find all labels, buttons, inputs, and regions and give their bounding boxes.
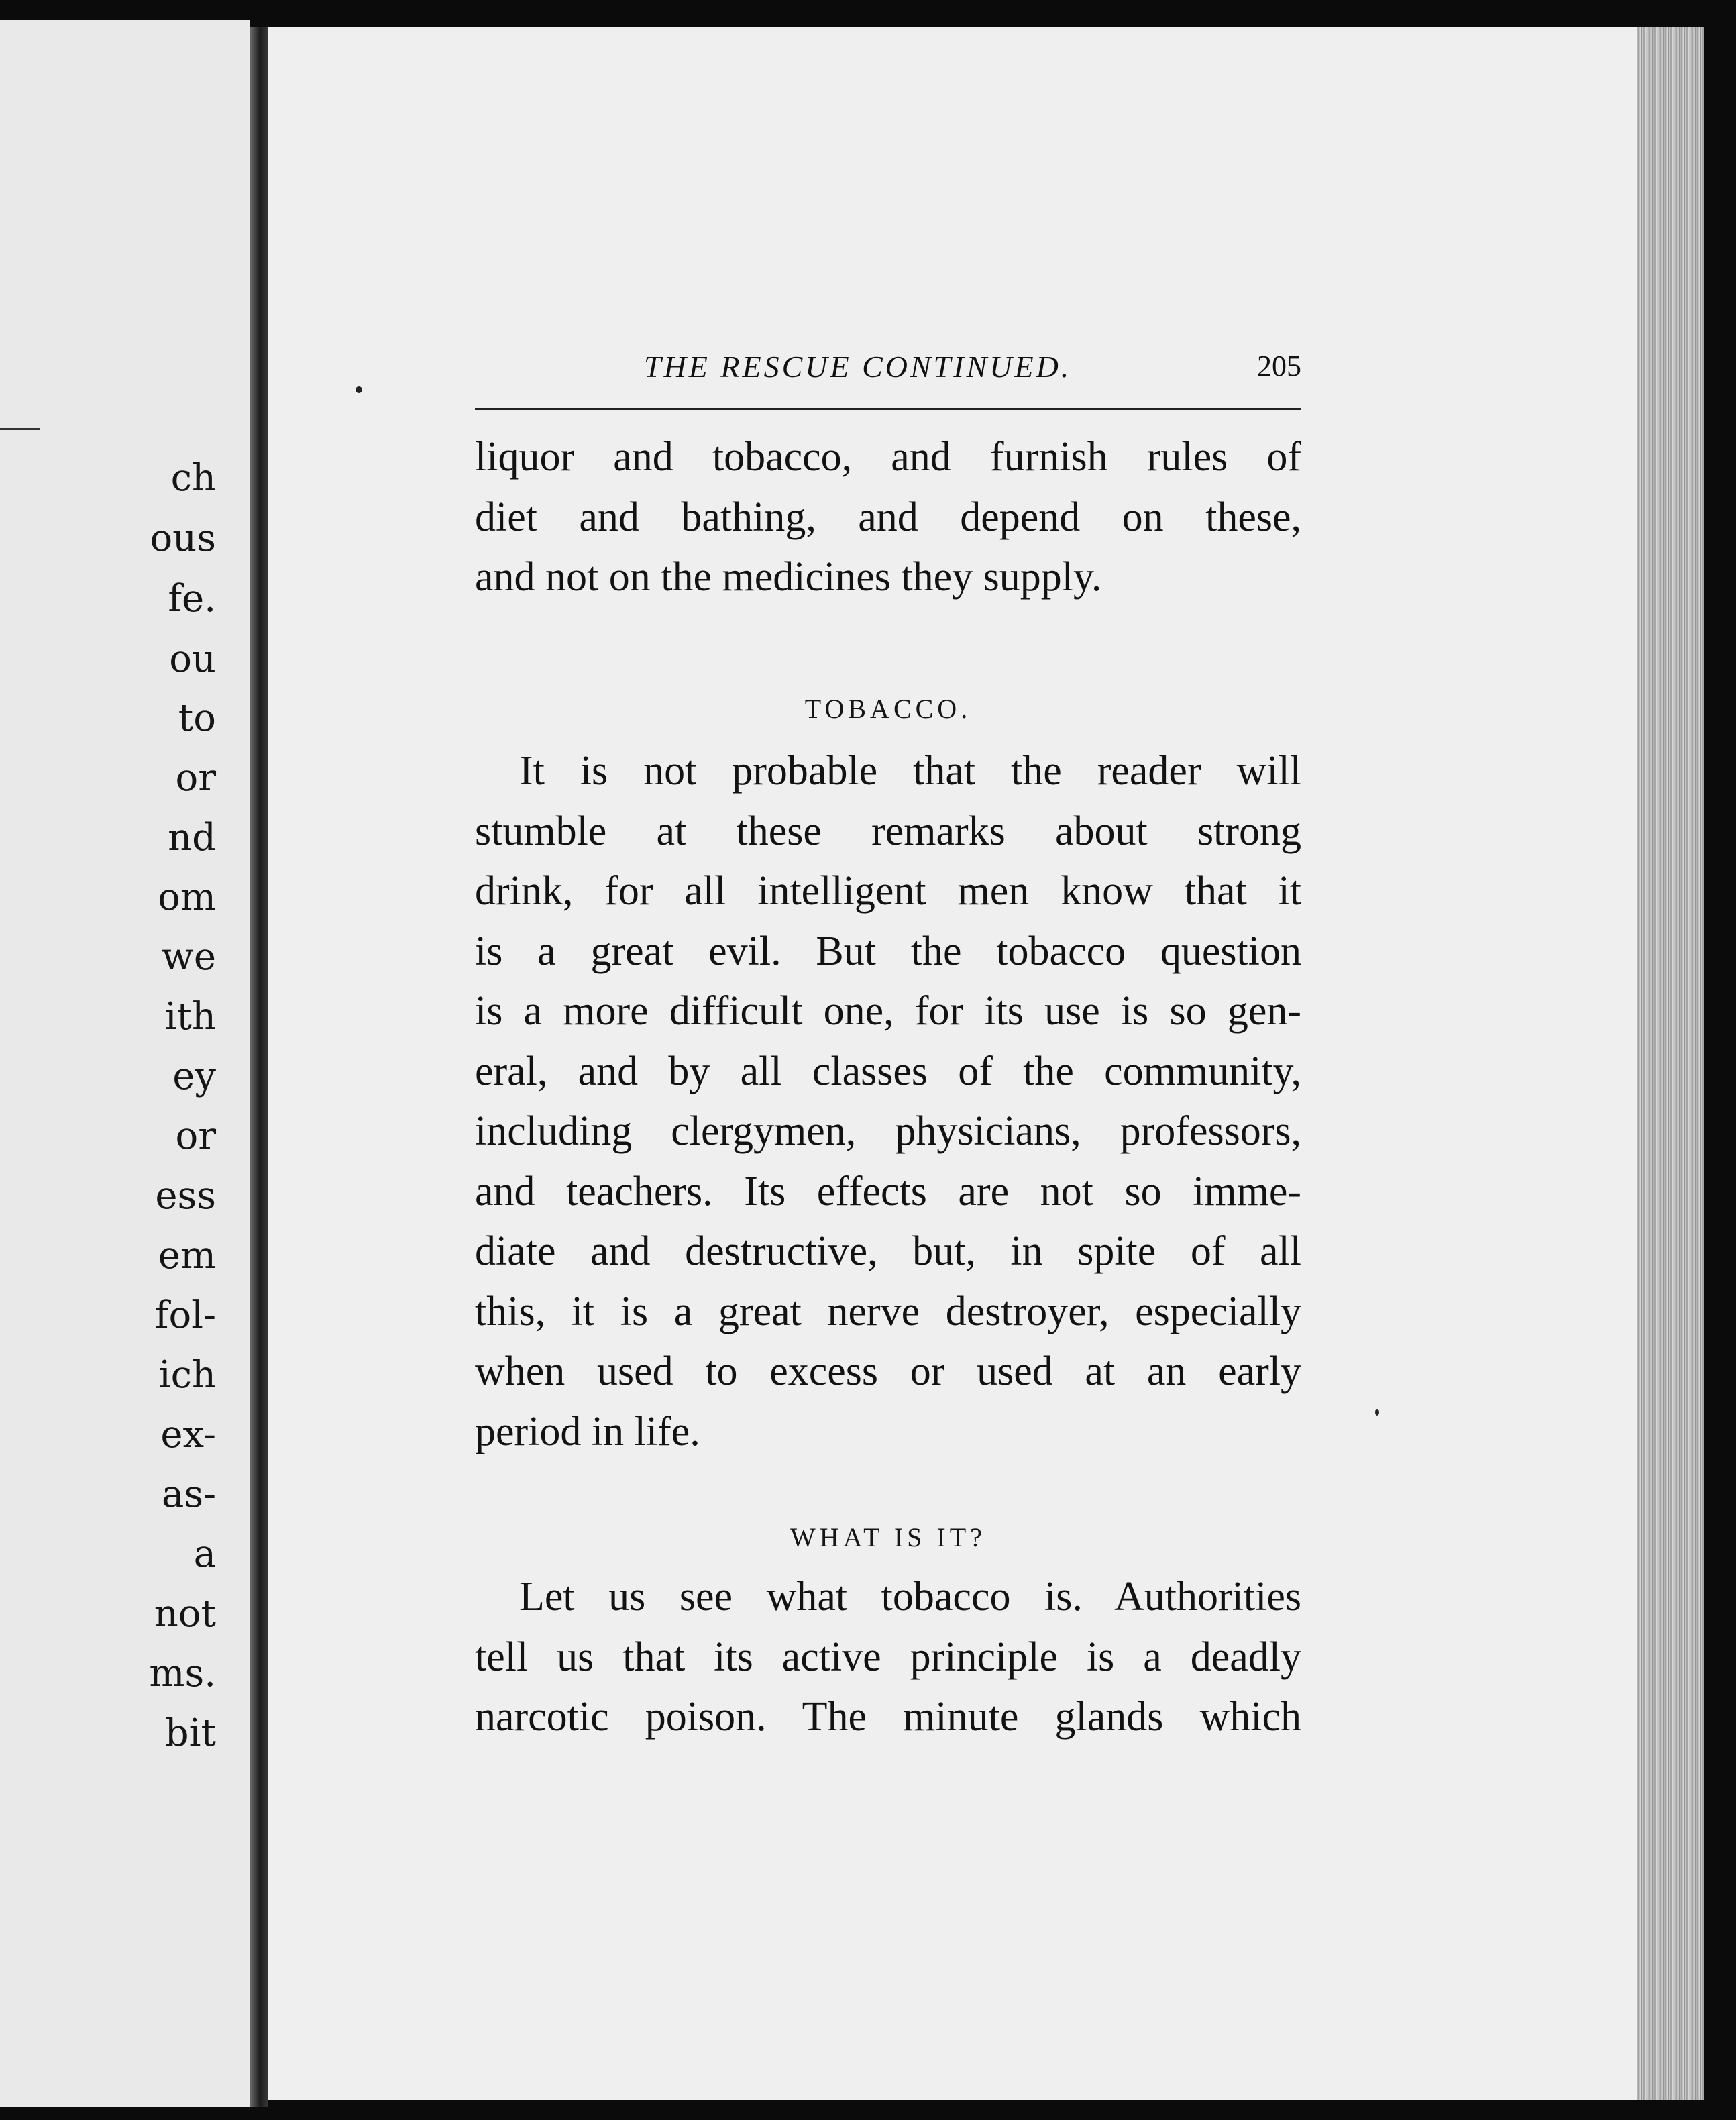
facing-line-fragment: bit (164, 1711, 216, 1755)
text-line: is a great evil. But the tobacco question (475, 928, 1301, 974)
section-what-is-it-body (475, 1567, 1301, 1748)
text-line: and teachers. Its effects are not so imme- (475, 1168, 1301, 1214)
facing-line-fragment: fe. (168, 577, 216, 621)
text-line: period in life. (475, 1408, 700, 1454)
scan-speck (356, 386, 362, 393)
facing-line-fragment: a (193, 1532, 216, 1576)
text-line: eral, and by all classes of the community, (475, 1048, 1301, 1094)
facing-page-left (0, 20, 250, 2107)
text-line: liquor and tobacco, and furnish rules of (475, 434, 1301, 480)
facing-line-fragment: ich (158, 1353, 216, 1397)
facing-line-fragment: nd (168, 816, 216, 859)
facing-line-fragment: fol- (154, 1293, 216, 1337)
text-line: tell us that its active principle is a deadly (475, 1634, 1301, 1680)
facing-line-fragment: ch (170, 456, 216, 500)
text-line: is a more difficult one, for its use is so gen- (475, 988, 1301, 1034)
section-heading-tobacco: TOBACCO. (804, 694, 972, 724)
text-line: Let us see what tobacco is. Authorities (519, 1574, 1301, 1620)
text-line: narcotic poison. The minute glands which (475, 1694, 1301, 1740)
facing-line-fragment: ith (164, 995, 216, 1039)
facing-line-fragment: em (158, 1234, 216, 1277)
section-heading-what-is-it: WHAT IS IT? (790, 1522, 986, 1552)
text-line: this, it is a great nerve destroyer, especially (475, 1288, 1301, 1334)
page-number: 205 (1257, 350, 1301, 382)
facing-line-fragment: ess (155, 1174, 216, 1218)
scan-speck (1375, 1409, 1379, 1416)
text-line: when used to excess or used at an early (475, 1348, 1301, 1394)
text-line: drink, for all intelligent men know that it (475, 868, 1301, 914)
running-head (476, 349, 1301, 396)
facing-line-fragment: we (161, 935, 216, 979)
paragraph-continued (475, 427, 1301, 608)
text-line: and not on the medicines they supply. (475, 554, 1102, 600)
text-line: diet and bathing, and depend on these, (475, 494, 1301, 540)
facing-line-fragment: to (178, 696, 216, 740)
facing-line-fragment: ou (169, 637, 216, 681)
facing-line-fragment: ms. (149, 1652, 216, 1695)
facing-line-fragment: ey (172, 1055, 216, 1098)
page-edges (1637, 27, 1704, 2100)
text-line: diate and destructive, but, in spite of all (475, 1228, 1301, 1274)
section-tobacco-body (475, 741, 1301, 1462)
facing-line-fragment: or (175, 756, 216, 800)
running-head-title: THE RESCUE CONTINUED. (644, 350, 1072, 384)
facing-page-rule (0, 428, 40, 430)
facing-line-fragment: ex- (160, 1413, 216, 1456)
text-line: stumble at these remarks about strong (475, 808, 1301, 854)
text-line: including clergymen, physicians, professors, (475, 1108, 1301, 1154)
facing-line-fragment: as- (161, 1473, 216, 1516)
text-line: It is not probable that the reader will (519, 748, 1301, 794)
running-head-rule (475, 408, 1301, 410)
facing-line-fragment: or (175, 1114, 216, 1158)
book-gutter (250, 27, 268, 2107)
facing-line-fragment: om (158, 876, 216, 919)
facing-line-fragment: not (154, 1592, 216, 1636)
facing-line-fragment: ous (150, 517, 216, 560)
